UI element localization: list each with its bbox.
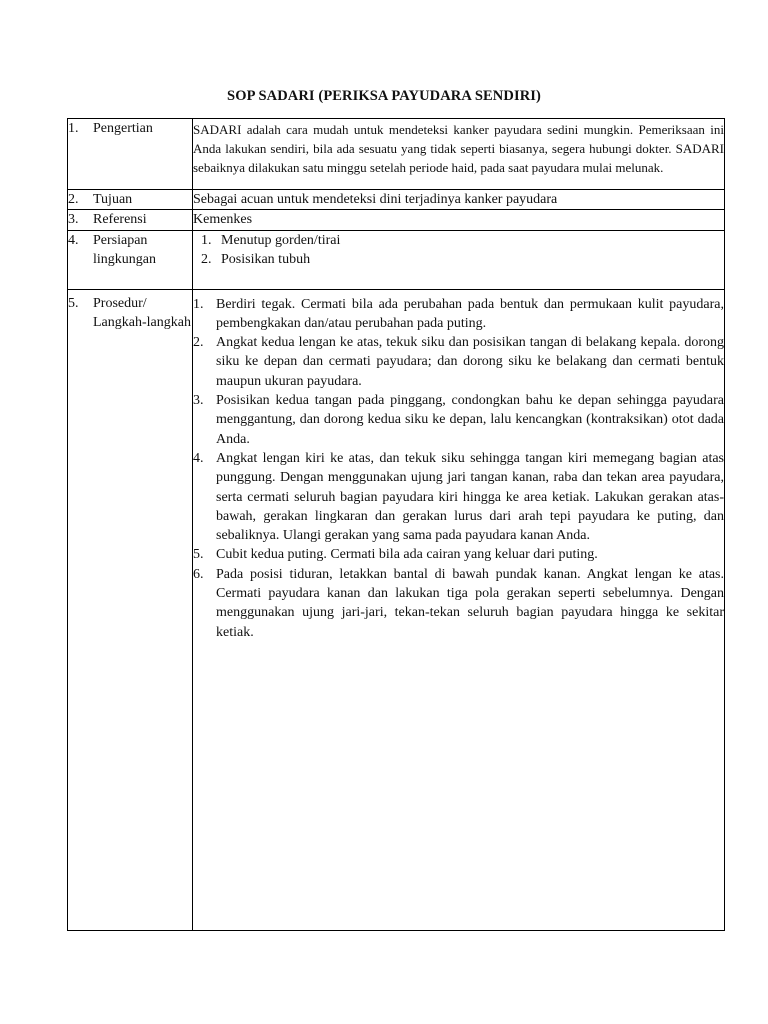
row-label: Referensi xyxy=(93,212,147,228)
procedure-step xyxy=(193,565,724,642)
step-number: 4. xyxy=(193,450,204,466)
list-item xyxy=(201,231,724,250)
row-tujuan xyxy=(68,190,725,210)
step-number: 6. xyxy=(193,566,204,582)
row-label-cell xyxy=(68,190,193,210)
row-label-cell xyxy=(68,289,193,930)
document-title: SOP SADARI (PERIKSA PAYUDARA SENDIRI) xyxy=(227,88,541,104)
row-label: Tujuan xyxy=(93,192,133,207)
step-text: Angkat kedua lengan ke atas, tekuk siku dan posisikan tangan di belakang kepala. dorong siku ke depan dan cermati payudara; dan dorong siku ke belakang dan cermati bentuk maupun ukuran payudara. xyxy=(216,335,724,389)
row-number: 1. xyxy=(68,121,79,136)
step-number: 2. xyxy=(193,335,204,351)
step-text: Pada posisi tiduran, letakkan bantal di bawah pundak kanan. Angkat lengan ke atas. Cermati payudara kanan dan lakukan tiga pola gerakan seperti sebelumnya. Dengan menggunakan ujung jari-jari, tekan-tekan seluruh bagian payudara hingga ke sekitar ketiak. xyxy=(216,566,724,640)
row-label: Persiapan lingkungan xyxy=(93,232,156,267)
procedure-step xyxy=(193,449,724,545)
procedure-step xyxy=(193,545,724,564)
row-label-cell xyxy=(68,119,193,190)
procedure-step xyxy=(193,333,724,391)
list-item-text: Posisikan tubuh xyxy=(221,251,311,267)
procedure-step xyxy=(193,295,724,334)
row-number: 2. xyxy=(68,192,79,207)
step-number: 3. xyxy=(193,393,204,409)
row-content-cell xyxy=(193,210,725,230)
list-item xyxy=(201,250,724,269)
row-number: 4. xyxy=(68,232,79,248)
step-text: Berdiri tegak. Cermati bila ada perubahan pada bentuk dan permukaan kulit payudara, pembengkakan dan/atau perubahan pada puting. xyxy=(216,296,724,331)
row-label-cell xyxy=(68,230,193,289)
row-persiapan xyxy=(68,230,725,289)
step-number: 1. xyxy=(193,296,204,312)
row-label: Pengertian xyxy=(93,121,153,136)
list-item-number: 2. xyxy=(201,251,212,267)
step-number: 5. xyxy=(193,547,204,563)
row-content-cell xyxy=(193,190,725,210)
row-referensi xyxy=(68,210,725,230)
purpose-text: Sebagai acuan untuk mendeteksi dini terjadinya kanker payudara xyxy=(193,192,558,207)
row-content-cell xyxy=(193,119,725,190)
row-prosedur xyxy=(68,289,725,930)
definition-text: SADARI adalah cara mudah untuk mendeteksi kanker payudara sedini mungkin. Pemeriksaan ini Anda lakukan sendiri, bila ada sesuatu yang tidak seperti biasanya, segera hubungi dokter. SADARI sebaiknya dilakukan satu minggu setelah periode haid, pada saat payudara mulai melunak. xyxy=(193,122,724,176)
step-text: Posisikan kedua tangan pada pinggang, condongkan bahu ke depan sehingga payudara menggantung, dan dorong kedua siku ke depan, lalu kencangkan (kontraksikan) otot dada Anda. xyxy=(216,393,724,447)
row-pengertian xyxy=(68,119,725,190)
step-text: Angkat lengan kiri ke atas, dan tekuk siku sehingga tangan kiri memegang bagian atas punggung. Dengan menggunakan ujung jari tangan kanan, raba dan tekan area payudara, serta cermati seluruh bagian payudara kiri hingga ke area ketiak. Lakukan gerakan atas-bawah, gerakan lingkaran dan gerakan lurus dari arah tepi payudara ke puting, dan sebaliknya. Ulangi gerakan yang sama pada payudara kanan Anda. xyxy=(216,450,724,544)
step-text: Cubit kedua puting. Cermati bila ada cairan yang keluar dari puting. xyxy=(216,547,598,563)
row-label: Prosedur/ Langkah-langkah xyxy=(93,295,191,330)
sop-table xyxy=(67,118,725,931)
list-item-number: 1. xyxy=(201,232,212,248)
list-item-text: Menutup gorden/tirai xyxy=(221,232,341,248)
row-content-cell xyxy=(193,230,725,289)
row-number: 5. xyxy=(68,295,79,311)
preparation-list xyxy=(193,231,724,270)
procedure-step xyxy=(193,391,724,449)
reference-text: Kemenkes xyxy=(193,212,253,228)
procedure-steps xyxy=(193,295,724,642)
row-label-cell xyxy=(68,210,193,230)
row-number: 3. xyxy=(68,212,79,228)
row-content-cell xyxy=(193,289,725,930)
